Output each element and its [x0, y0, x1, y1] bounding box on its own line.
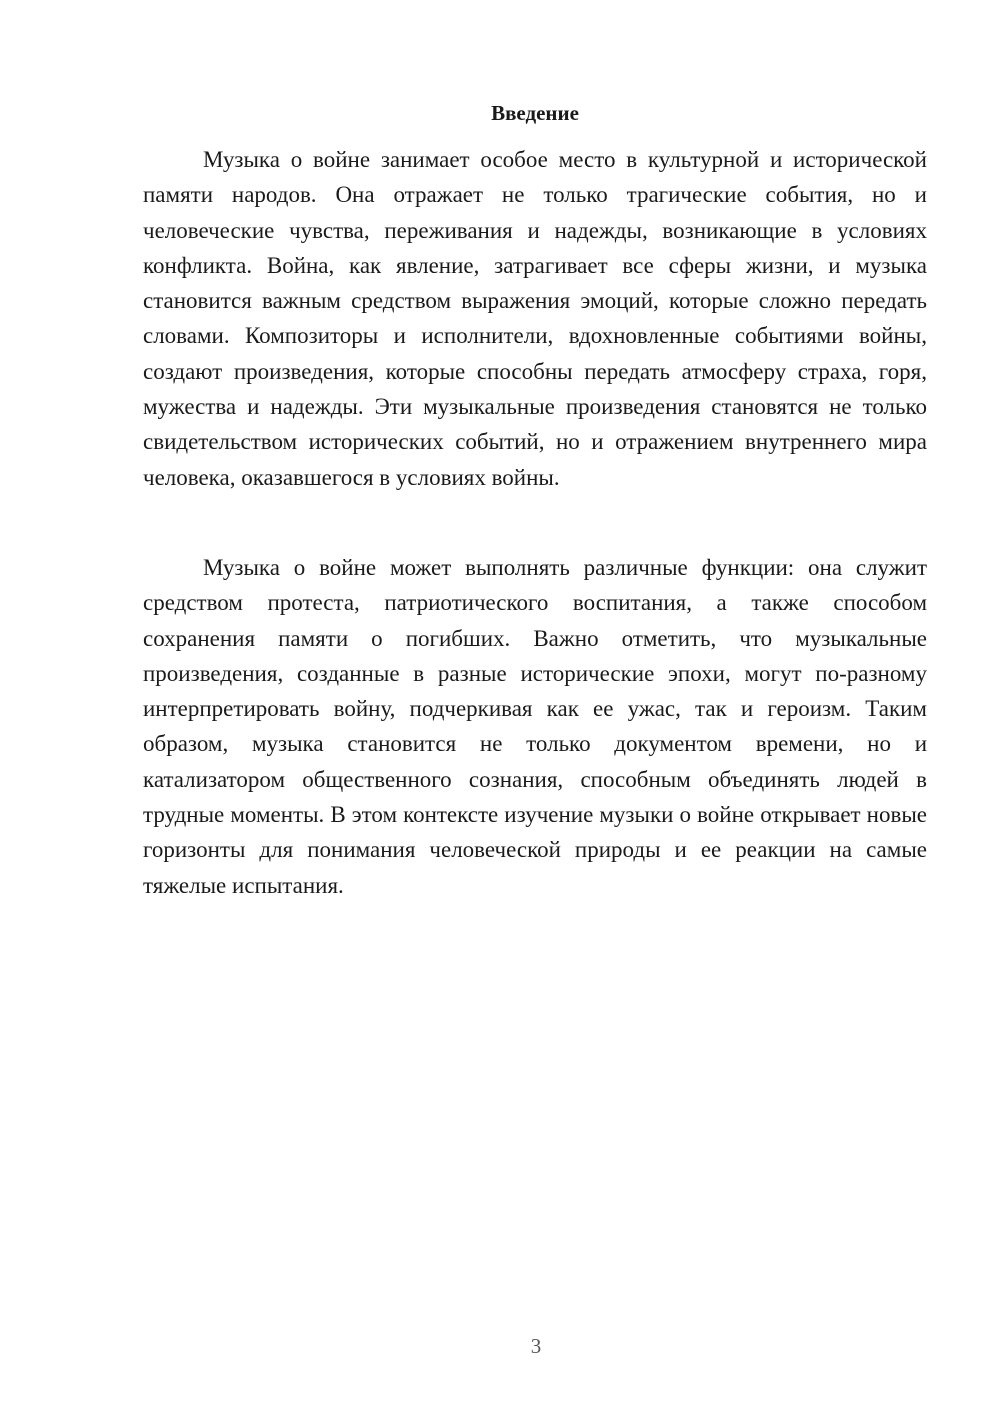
paragraph-2: Музыка о войне может выполнять различные функции: она служит средством протеста, патриотического воспитания, а также способом сохранения памяти о погибших. Важно отметить, что музыкальные произведения, созданные в разные исторические эпохи, могут по-разному интерпретировать войну, подчеркивая как ее ужас, так и героизм. Таким образом, музыка становится не только документом времени, но и катализатором общественного сознания, способным объединять людей в трудные моменты. В этом контексте изучение музыки о войне открывает новые горизонты для понимания человеческой природы и ее реакции на самые тяжелые испытания. [143, 555, 927, 898]
section-heading: Введение [491, 101, 579, 125]
page-number: 3 [530, 1334, 542, 1358]
paragraph-1: Музыка о войне занимает особое место в культурной и исторической памяти народов. Она отражает не только трагические события, но и человеческие чувства, переживания и надежды, возникающие в условиях конфликта. Война, как явление, затрагивает все сферы жизни, и музыка становится важным средством выражения эмоций, которые сложно передать словами. Композиторы и исполнители, вдохновленные событиями войны, создают произведения, которые способны передать атмосферу страха, горя, мужества и надежды. Эти музыкальные произведения становятся не только свидетельством исторических событий, но и отражением внутреннего мира человека, оказавшегося в условиях войны. [143, 147, 927, 490]
